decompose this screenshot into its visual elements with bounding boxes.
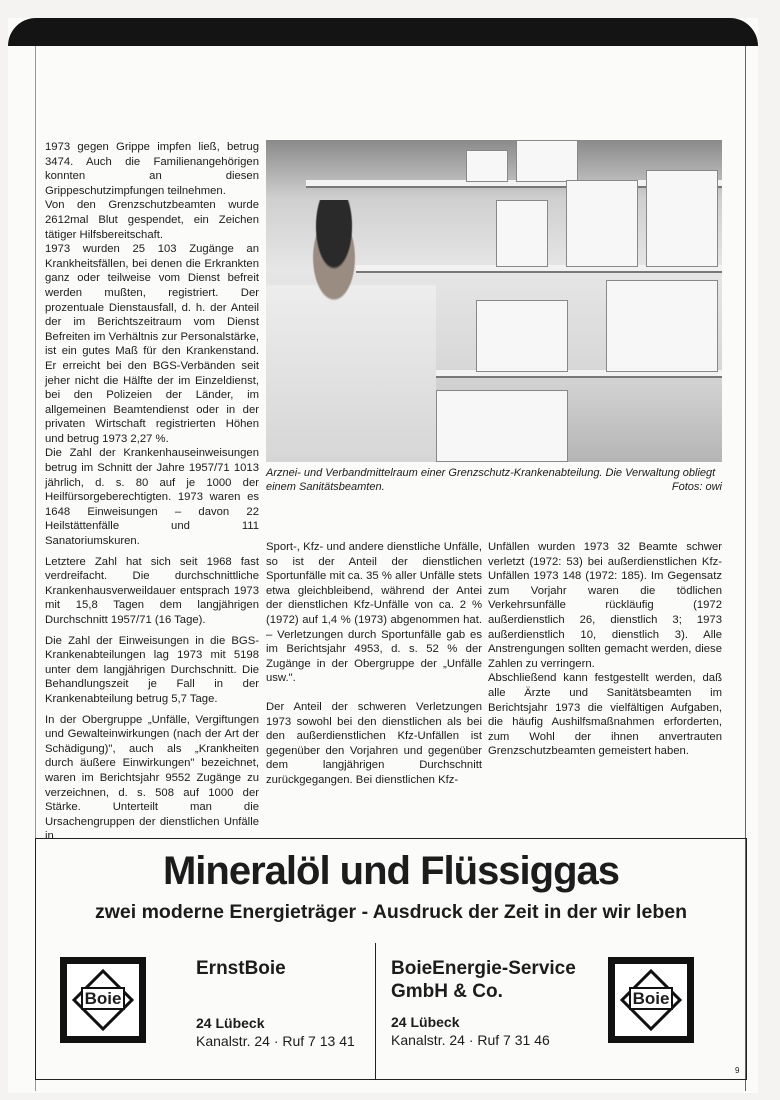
company-name: BoieEnergie-Service GmbH & Co.: [391, 958, 576, 1002]
company-name: ErnstBoie: [196, 958, 286, 979]
paragraph: In der Obergruppe „Unfälle, Vergiftungen und Gewalteinwirkungen (nach der Art der Schädigung)", auch als „Krankheiten durch äußere Einwirkungen" bezeichnet, waren im Berichtsjahr 9552 Zugänge zu verzeichnen, d. s. 508 auf 1000 der Stärke. Unterteilt man die Ursachengruppen der dienstlichen Unfälle in: [45, 713, 259, 843]
company-city: 24 Lübeck: [196, 1015, 265, 1031]
ad-divider: [375, 943, 376, 1079]
pharmacy-room-photo: [266, 140, 722, 462]
ad-subtitle: zwei moderne Energieträger - Ausdruck der Zeit in der wir leben: [94, 901, 687, 923]
page-number: 9: [735, 1066, 740, 1075]
top-banner-bar: [8, 18, 758, 46]
photo-caption: [266, 466, 722, 494]
article-column-2: [266, 540, 482, 794]
company-city: 24 Lübeck: [391, 1014, 460, 1030]
paragraph: 1973 gegen Grippe impfen ließ, betrug 3474. Auch die Familienangehörigen konnten an diesen Grippeschutzimpfungen teilnehmen.: [45, 141, 259, 197]
boie-logo-left: [60, 957, 146, 1043]
person-figure: [266, 200, 436, 462]
boie-logo-right: [608, 957, 694, 1043]
company-address: Kanalstr. 24 · Ruf 7 13 41: [196, 1033, 355, 1049]
logo-text: Boie: [81, 987, 126, 1010]
paragraph: Letztere Zahl hat sich seit 1968 fast verdreifacht. Die durchschnittliche Krankenhausverweildauer entsprach 1973 mit 15,8 Tagen dem langjährigen Durchschnitt 1957/71 (16 Tage).: [45, 555, 259, 626]
paragraph: Der Anteil der schweren Verletzungen 1973 sowohl bei den dienstlichen als bei den außerdienstlichen Kfz-Unfällen ist gegenüber den Vorjahren und gegenüber dem langjährigen Durchschnitt zurückgegangen. Bei dienstlichen Kfz-: [266, 700, 482, 786]
company-address: Kanalstr. 24 · Ruf 7 31 46: [391, 1032, 550, 1048]
article-column-3: [488, 540, 722, 765]
company-left: [196, 957, 355, 1050]
ad-title: Mineralöl und Flüssiggas: [162, 849, 620, 893]
paragraph: Abschließend kann festgestellt werden, daß alle Ärzte und Sanitätsbeamten im Berichtsjahr 1973 die vielfältigen Aufgaben, die häufig Aushilfsmaßnahmen erforderten, zum Wohl der ihnen anvertrauten Grenzschutzbeamten gemeistert haben.: [488, 672, 722, 758]
company-right: [391, 957, 591, 1049]
article-column-1: [45, 140, 259, 850]
document-page: [8, 18, 758, 1093]
paragraph: Von den Grenzschutzbeamten wurde 2612mal Blut gespendet, ein Zeichen tätiger Hilfsbereitschaft.: [45, 199, 259, 241]
paragraph: Sport-, Kfz- und andere dienstliche Unfälle, so ist der Anteil der dienstlichen Sportunfälle mit ca. 35 % aller Unfälle stets etwa gleichbleibend, während der Antei der dienstlichen Kfz-Unfälle von ca. 2 % (1972) auf 1,4 % (1973) abgenommen hat. – Verletzungen durch Sportunfälle gab es im Berichtsjahr 4953, d. s. 52 % der Zugänge in der Obergruppe der „Unfälle usw.".: [266, 541, 482, 685]
advertisement: [35, 838, 747, 1080]
paragraph: Unfällen wurden 1973 32 Beamte schwer verletzt (1972: 53) bei außerdienstlichen Kfz-Unfällen 1973 148 (1972: 185). Im Gegensatz zum Vorjahr waren die tödlichen Verkehrsunfälle rückläufig (1972 außerdienstlich 26, dienstlich 3; 1973 außerdienstlich 10, dienstlich 3). Alle Anstrengungen sollten gemacht werden, diese Zahlen zu verringern.: [488, 541, 722, 670]
paragraph: Die Zahl der Einweisungen in die BGS-Krankenabteilungen lag 1973 mit 5198 unter dem langjährigen Durchschnitt. Die Behandlungszeit je Fall in der Krankenabteilung betrug 5,7 Tage.: [45, 634, 259, 705]
paragraph: Die Zahl der Krankenhauseinweisungen betrug im Schnitt der Jahre 1957/71 1013 jährlich, d. s. 80 auf je 1000 der Heilfürsorgeberechtigten. 1973 waren es 1648 Einweisungen – davon 22 Heilstättenfälle und 111 Sanatoriumskuren.: [45, 447, 259, 548]
caption-text: Arznei- und Verbandmittelraum einer Grenzschutz-Krankenabteilung. Die Verwaltung obliegt einem Sanitätsbeamten.: [266, 467, 716, 493]
photo-credit: Fotos: owi: [671, 481, 722, 493]
paragraph: 1973 wurden 25 103 Zugänge an Krankheitsfällen, bei denen die Erkrankten ganz oder teilweise vom Dienst befreit werden mußten, registriert. Der prozentuale Dienstausfall, d. h. der Anteil der im Berichtszeitraum vom Dienst Befreiten im Verhältnis zur Personalstärke, ist ein gutes Maß für den Krankenstand. Er erreicht bei den BGS-Verbänden seit jeher nicht die Hälfte der im Einzeldienst, bei den Polizeien der Länder, im allgemeinen Beamtendienst oder in der privaten Wirtschaft registrierten Höhen und betrug 1973 2,27 %.: [45, 243, 259, 445]
logo-text: Boie: [629, 987, 674, 1010]
